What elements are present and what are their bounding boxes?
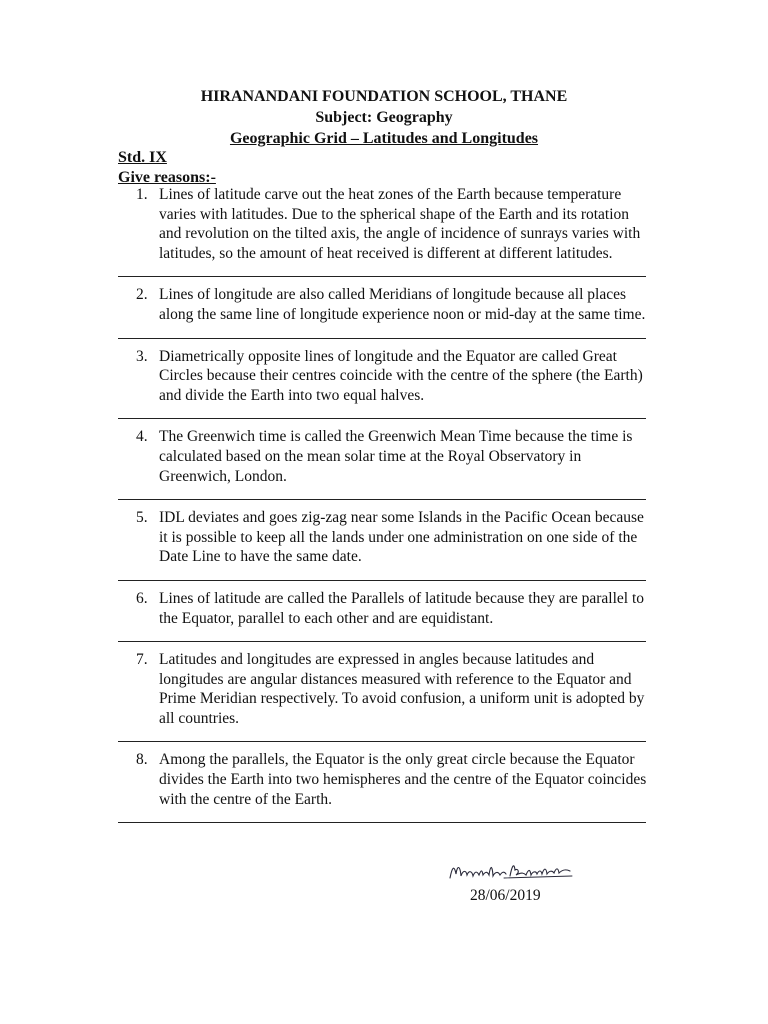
item-number: 8. [136,751,148,769]
divider [118,338,646,339]
signature-block [440,858,620,928]
list-item [118,750,648,809]
divider [118,580,646,581]
item-number: 3. [136,347,148,365]
item-number: 5. [136,509,148,527]
list-item [118,589,648,628]
divider [118,822,646,823]
item-number: 7. [136,651,148,669]
school-name: HIRANANDANI FOUNDATION SCHOOL, THANE [200,88,568,105]
topic-title: Geographic Grid – Latitudes and Longitudes [229,130,539,147]
item-text: Lines of latitude are called the Parallels of latitude because they are parallel to the Equator, parallel to each other and are equidistant. [159,589,645,627]
standard-label: Std. IX [118,149,167,166]
list-item [118,347,648,406]
list-item [118,185,648,263]
item-text: Lines of latitude carve out the heat zones of the Earth because temperature varies with latitudes. Due to the spherical shape of the Earth and its rotation and revolution on the tilted axis, the angle of incidence of sunrays varies with latitudes, so the amount of heat received is different at different latitudes. [159,186,641,262]
list-item [118,285,648,324]
list-item [118,650,648,728]
item-text: Diametrically opposite lines of longitude and the Equator are called Great Circles because their centres coincide with the centre of the sphere (the Earth) and divide the Earth into two equal halves. [159,347,643,404]
subject-line: Subject: Geography [315,109,453,126]
document-header [0,86,768,149]
item-number: 2. [136,286,148,304]
item-text: Lines of longitude are also called Meridians of longitude because all places along the same line of longitude experience noon or mid-day at the same time. [159,286,646,323]
reasons-list [118,185,648,831]
divider [118,741,646,742]
item-text: Latitudes and longitudes are expressed in angles because latitudes and longitudes are angular distances measured with reference to the Equator and Prime Meridian respectively. To avoid confusion, a uniform unit is adopted by all countries. [159,651,645,727]
list-item [118,427,648,486]
item-number: 6. [136,589,148,607]
item-text: Among the parallels, the Equator is the only great circle because the Equator divides the Earth into two hemispheres and the centre of the Equator coincides with the centre of the Earth. [159,751,647,808]
item-number: 1. [136,186,148,203]
section-title: Give reasons:- [118,169,216,186]
handwritten-signature [446,858,586,884]
document-meta [118,148,216,188]
divider [118,641,646,642]
divider [118,276,646,277]
list-item [118,508,648,567]
item-text: IDL deviates and goes zig-zag near some Islands in the Pacific Ocean because it is possible to keep all the lands under one administration on one side of the Date Line to have the same date. [159,509,644,566]
item-number: 4. [136,428,148,446]
item-text: The Greenwich time is called the Greenwich Mean Time because the time is calculated based on the mean solar time at the Royal Observatory in Greenwich, London. [159,428,633,485]
divider [118,418,646,419]
divider [118,499,646,500]
document-date: 28/06/2019 [470,887,541,904]
